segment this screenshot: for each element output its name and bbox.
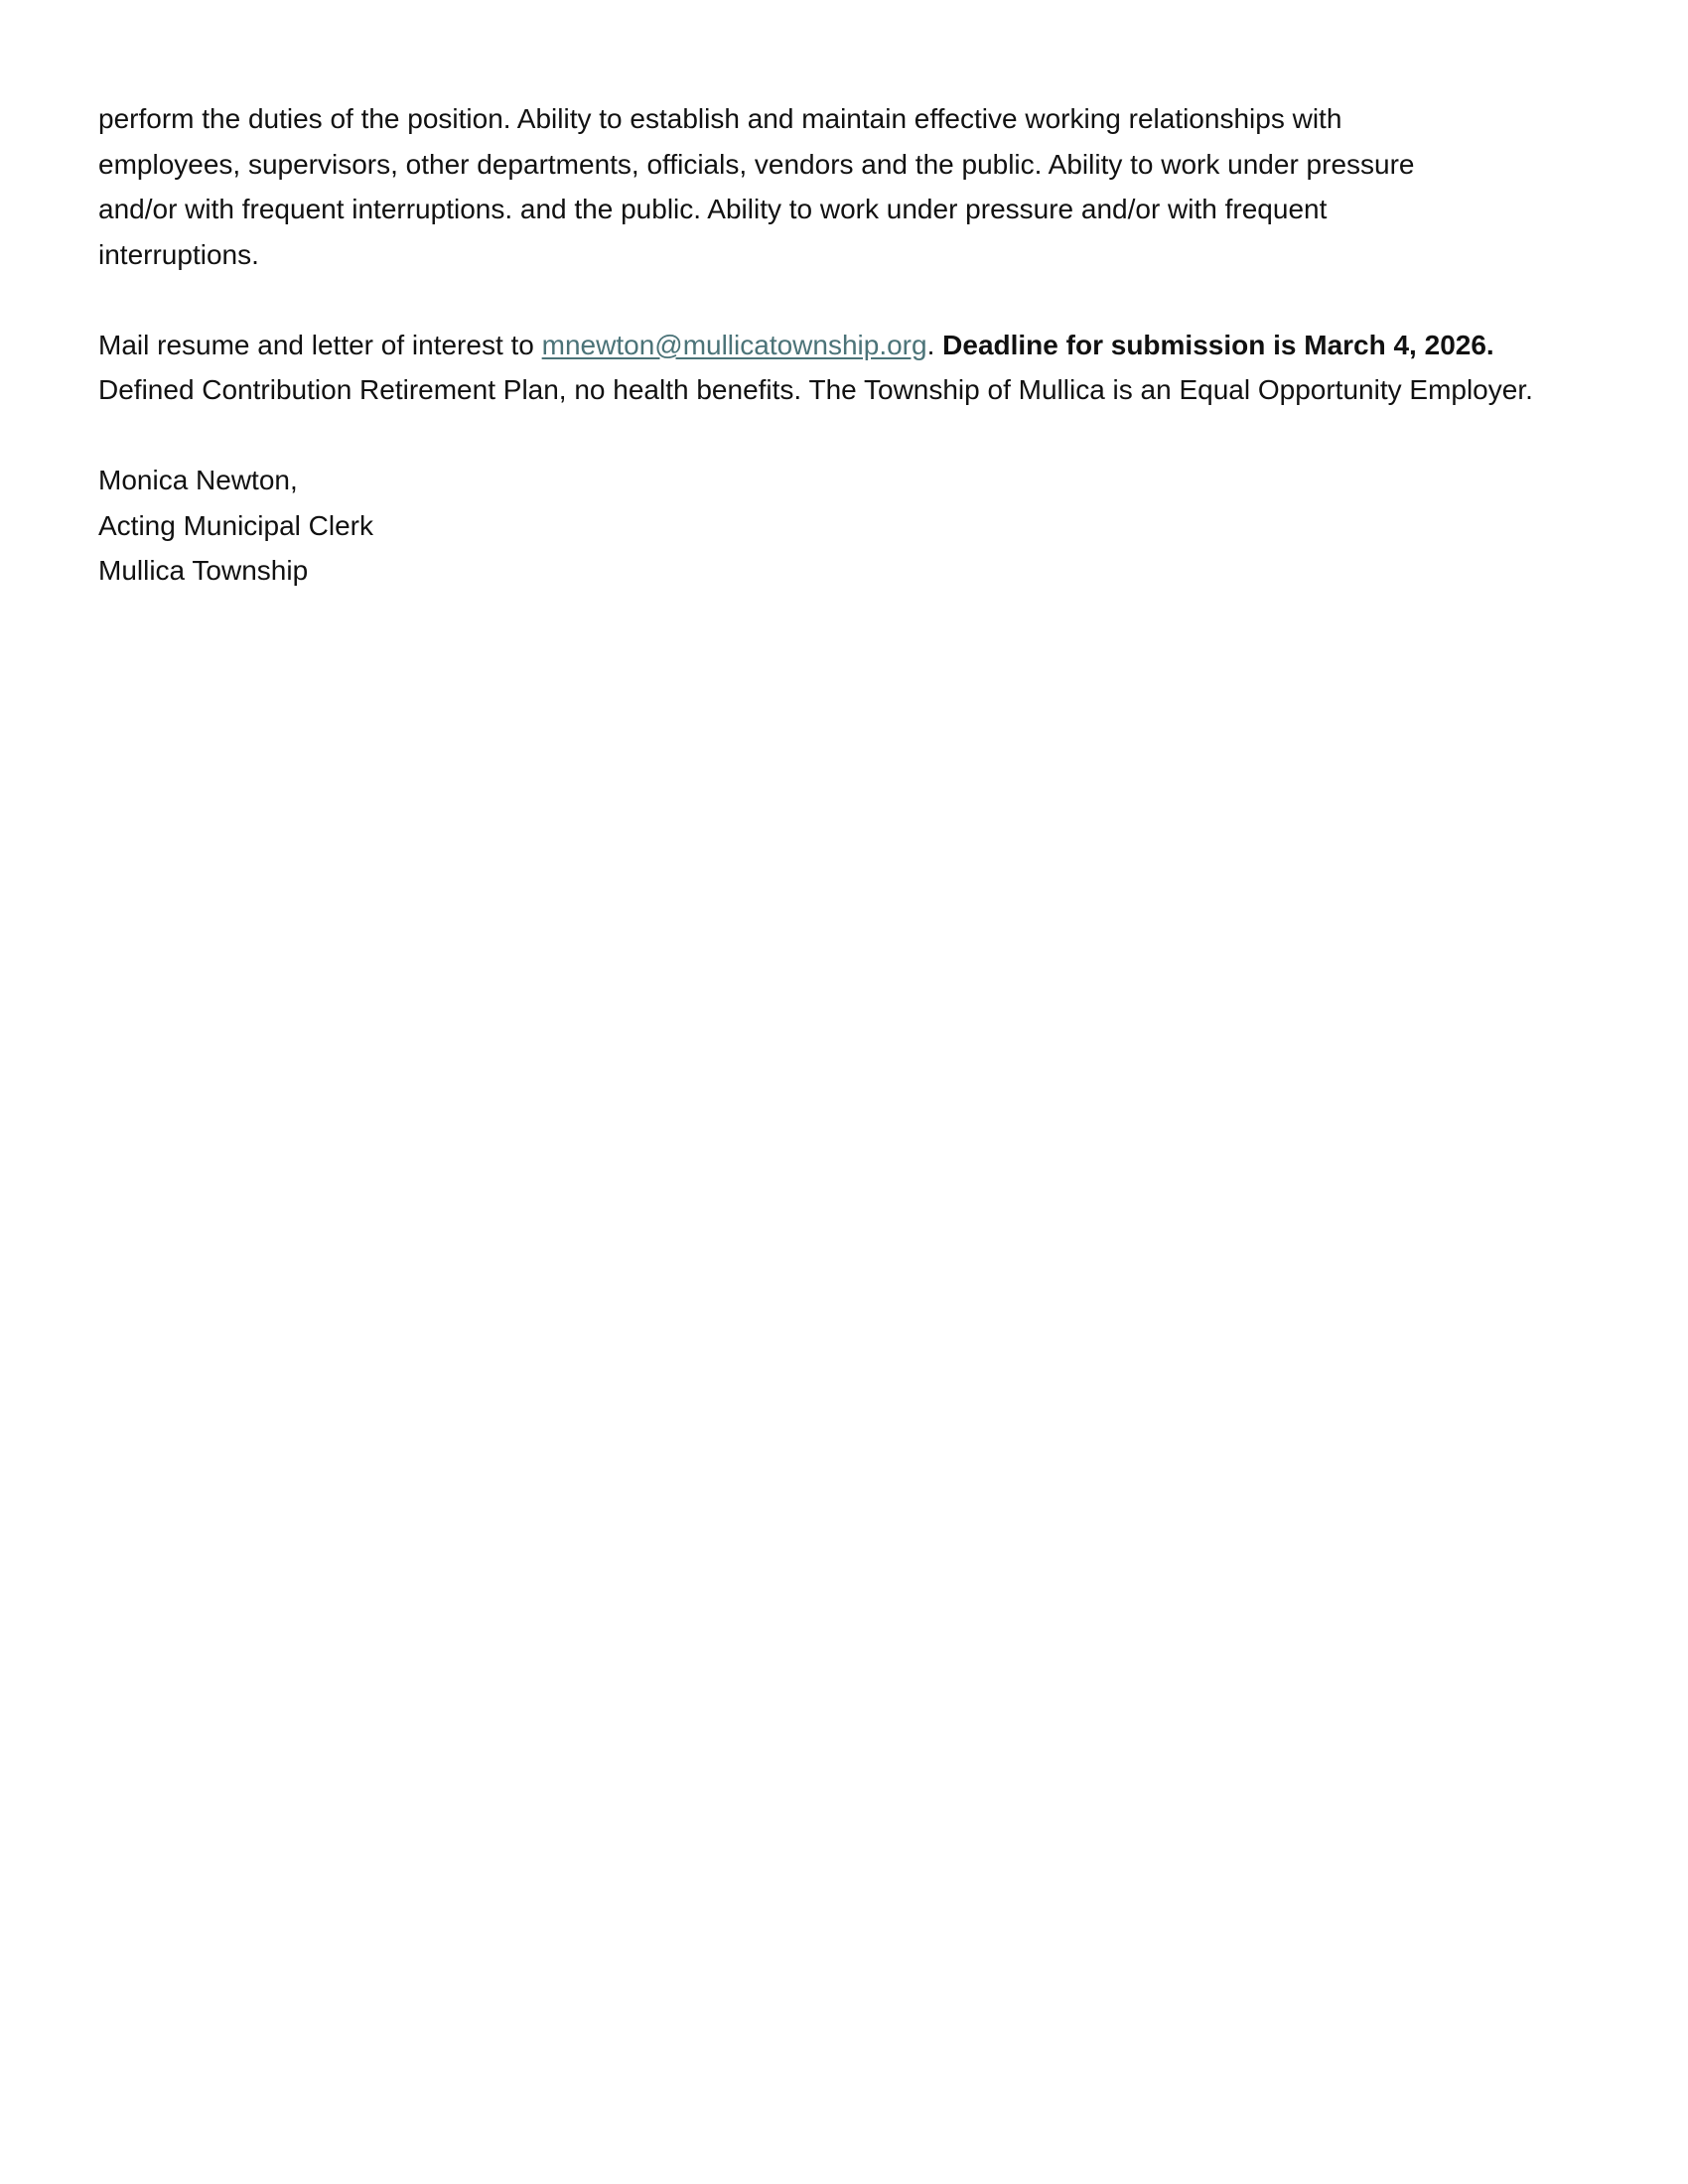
qualifications-line-2: employees, supervisors, other departments, officials, vendors and the public. Ability to work under pressure xyxy=(98,148,1415,180)
application-line-1 xyxy=(98,323,1608,368)
deadline-text: Deadline for submission is March 4, 2026. xyxy=(942,329,1494,360)
qualifications-line-3: and/or with frequent interruptions. and the public. Ability to work under pressure and/or with frequent xyxy=(98,194,1328,224)
paragraph-spacer xyxy=(98,413,1608,459)
qualifications-line-4: interruptions. xyxy=(98,238,259,270)
paragraph-spacer xyxy=(98,277,1608,323)
qualifications-paragraph xyxy=(98,96,1608,277)
email-link[interactable]: mnewton@mullicatownship.org xyxy=(541,329,927,360)
document-body xyxy=(98,96,1608,594)
signature-block xyxy=(98,458,1608,594)
qualifications-line-1: perform the duties of the position. Ability to establish and maintain effective working relationships with xyxy=(98,103,1342,134)
application-separator: . xyxy=(926,329,943,360)
application-lead-text: Mail resume and letter of interest to xyxy=(98,329,542,360)
signatory-name: Monica Newton, xyxy=(98,465,298,495)
application-paragraph xyxy=(98,323,1608,413)
signatory-organization: Mullica Township xyxy=(98,555,309,586)
benefits-line: Defined Contribution Retirement Plan, no health benefits. The Township of Mullica is an Equal Opportunity Employer. xyxy=(98,374,1533,405)
signatory-title: Acting Municipal Clerk xyxy=(98,509,373,541)
